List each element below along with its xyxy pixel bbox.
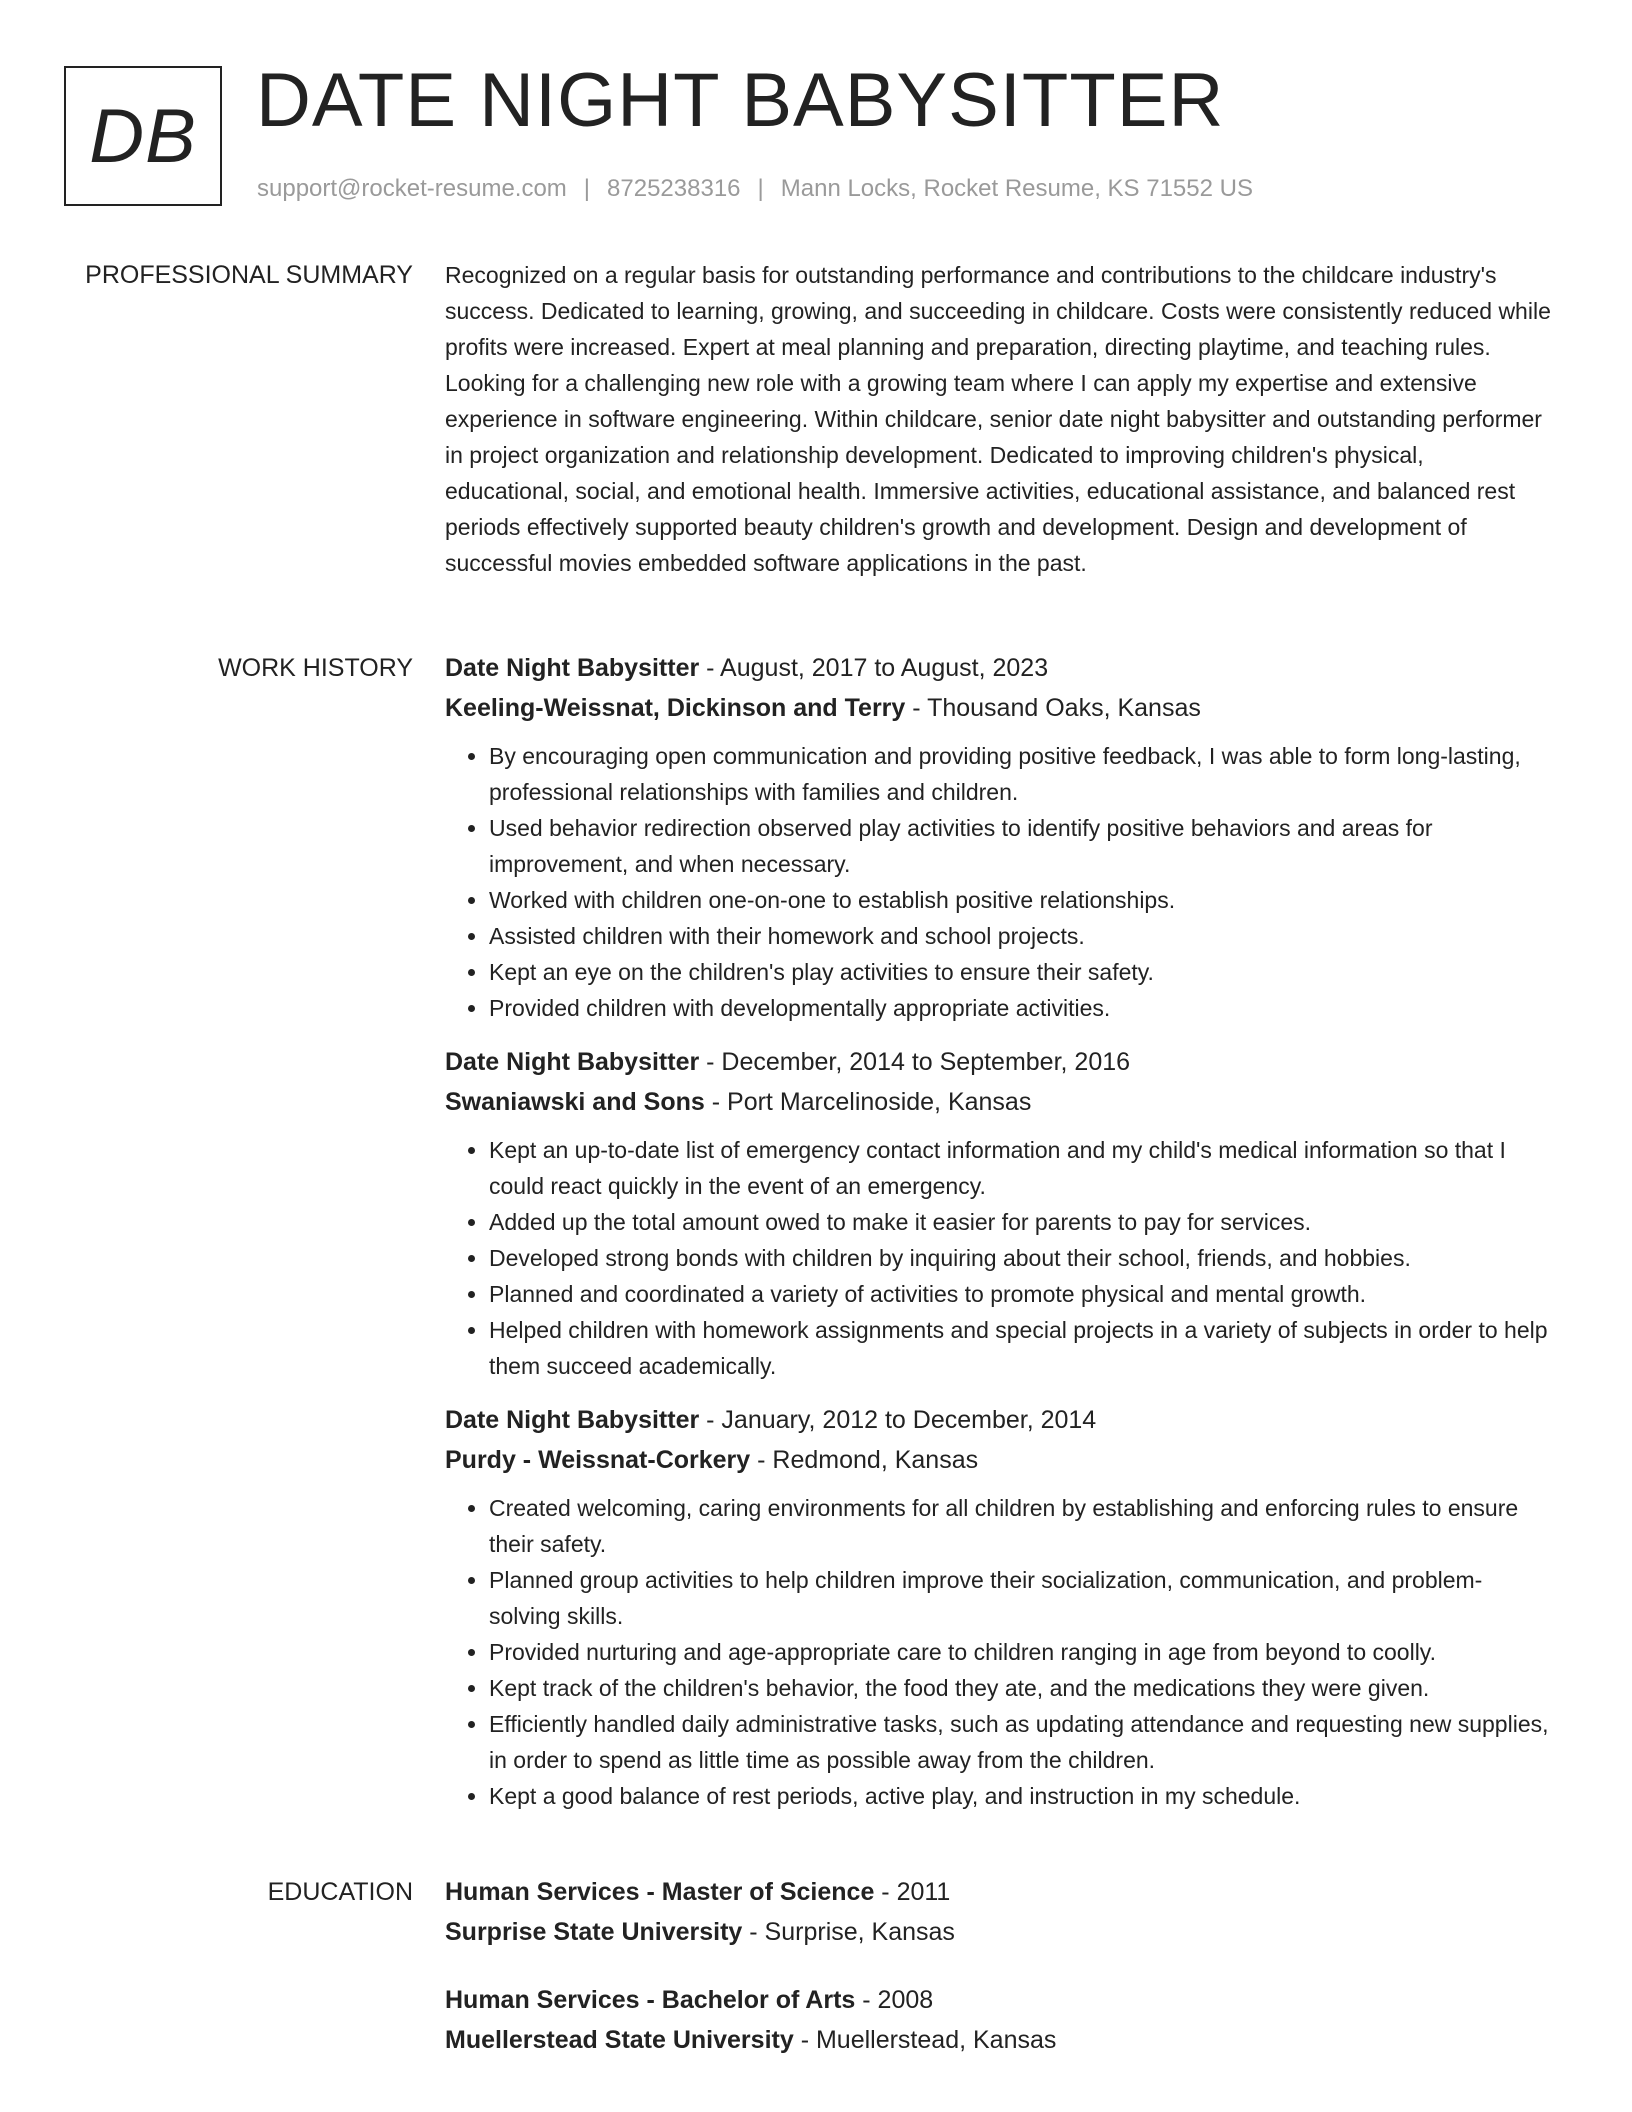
job-bullet: • Developed strong bonds with children by inquiring about their school, friends, and hobbies. xyxy=(489,1240,1553,1276)
contact-phone: 8725238316 xyxy=(607,175,741,202)
job-bullet: • Provided nurturing and age-appropriate care to children ranging in age from beyond to coolly. xyxy=(489,1634,1553,1670)
job-bullets xyxy=(445,1490,1553,1814)
job-company: Keeling-Weissnat, Dickinson and Terry xyxy=(445,694,906,722)
education-entry xyxy=(445,1980,1553,2060)
contact-address: Mann Locks, Rocket Resume, KS 71552 US xyxy=(780,175,1253,202)
job-bullet: • Efficiently handled daily administrative tasks, such as updating attendance and requesting new supplies, in order to spend as little time as possible away from the children. xyxy=(489,1706,1553,1778)
section-label-summary: PROFESSIONAL SUMMARY xyxy=(85,261,413,289)
education-entry xyxy=(445,1872,1553,1952)
education-degree: Human Services - Master of Science xyxy=(445,1878,875,1906)
education-degree-line xyxy=(445,1980,1553,2020)
job-bullet: • Added up the total amount owed to make it easier for parents to pay for services. xyxy=(489,1204,1553,1240)
job-company-line xyxy=(445,1082,1553,1122)
education-year: - 2011 xyxy=(874,1878,951,1906)
job-bullet: • Assisted children with their homework and school projects. xyxy=(489,918,1553,954)
monogram-box xyxy=(64,66,222,206)
candidate-name: DATE NIGHT BABYSITTER xyxy=(256,58,1225,143)
job-bullets xyxy=(445,1132,1553,1384)
education-school: Surprise State University xyxy=(445,1918,743,1946)
job-title: Date Night Babysitter xyxy=(445,1048,700,1076)
job-title-line xyxy=(445,1400,1553,1440)
job-dates: - August, 2017 to August, 2023 xyxy=(699,654,1049,682)
job-bullet: • Worked with children one-on-one to establish positive relationships. xyxy=(489,882,1553,918)
job-title-line xyxy=(445,1042,1553,1082)
education-school-line xyxy=(445,2020,1553,2060)
education-school: Muellerstead State University xyxy=(445,2026,794,2054)
job-title-line xyxy=(445,648,1553,688)
job-bullet: • Kept an eye on the children's play activities to ensure their safety. xyxy=(489,954,1553,990)
section-label-work: WORK HISTORY xyxy=(218,654,413,682)
contact-line xyxy=(257,175,1253,203)
job-bullet: • Planned and coordinated a variety of activities to promote physical and mental growth. xyxy=(489,1276,1553,1312)
monogram-initials: DB xyxy=(89,93,197,179)
job-location: - Redmond, Kansas xyxy=(750,1446,979,1474)
section-label-education: EDUCATION xyxy=(267,1878,413,1906)
job-dates: - January, 2012 to December, 2014 xyxy=(699,1406,1097,1434)
job-dates: - December, 2014 to September, 2016 xyxy=(699,1048,1131,1076)
education-body xyxy=(445,1872,1553,2088)
education-location: - Surprise, Kansas xyxy=(742,1918,955,1946)
summary-text: Recognized on a regular basis for outstanding performance and contributions to the childcare industry's success. Dedicated to learning, growing, and succeeding in childcare. Costs were consistently reduced while profits were increased. Expert at meal planning and preparation, directing playtime, and teaching rules. Looking for a challenging new role with a growing team where I can apply my expertise and extensive experience in software engineering. Within childcare, senior date night babysitter and outstanding performer in project organization and relationship development. Dedicated to improving children's physical, educational, social, and emotional health. Immersive activities, educational assistance, and balanced rest periods effectively supported beauty children's growth and development. Design and development of successful movies embedded software applications in the past. xyxy=(445,262,1551,576)
job-company: Purdy - Weissnat-Corkery xyxy=(445,1446,751,1474)
education-year: - 2008 xyxy=(855,1986,934,2014)
job-bullet: • By encouraging open communication and providing positive feedback, I was able to form long-lasting, professional relationships with families and children. xyxy=(489,738,1553,810)
job-company-line xyxy=(445,1440,1553,1480)
contact-separator: | xyxy=(757,175,764,202)
education-school-line xyxy=(445,1912,1553,1952)
job-location: - Thousand Oaks, Kansas xyxy=(905,694,1201,722)
work-history-body xyxy=(445,648,1553,1830)
education-degree: Human Services - Bachelor of Arts xyxy=(445,1986,856,2014)
job-bullet: • Kept a good balance of rest periods, active play, and instruction in my schedule. xyxy=(489,1778,1553,1814)
summary-body xyxy=(445,257,1553,581)
job-bullet: • Provided children with developmentally appropriate activities. xyxy=(489,990,1553,1026)
job-company: Swaniawski and Sons xyxy=(445,1088,705,1116)
job-bullet: • Kept track of the children's behavior, the food they ate, and the medications they were given. xyxy=(489,1670,1553,1706)
job-bullet: • Used behavior redirection observed play activities to identify positive behaviors and areas for improvement, and when necessary. xyxy=(489,810,1553,882)
job-entry xyxy=(445,648,1553,1026)
education-degree-line xyxy=(445,1872,1553,1912)
job-title: Date Night Babysitter xyxy=(445,654,700,682)
job-bullet: • Created welcoming, caring environments for all children by establishing and enforcing rules to ensure their safety. xyxy=(489,1490,1553,1562)
job-entry xyxy=(445,1400,1553,1814)
education-location: - Muellerstead, Kansas xyxy=(793,2026,1057,2054)
contact-separator: | xyxy=(583,175,591,202)
job-company-line xyxy=(445,688,1553,728)
job-location: - Port Marcelinoside, Kansas xyxy=(704,1088,1032,1116)
job-title: Date Night Babysitter xyxy=(445,1406,700,1434)
job-entry xyxy=(445,1042,1553,1384)
job-bullet: • Kept an up-to-date list of emergency contact information and my child's medical information so that I could react quickly in the event of an emergency. xyxy=(489,1132,1553,1204)
job-bullet: • Planned group activities to help children improve their socialization, communication, and problem-solving skills. xyxy=(489,1562,1553,1634)
contact-email: support@rocket-resume.com xyxy=(257,175,567,202)
job-bullet: • Helped children with homework assignments and special projects in a variety of subjects in order to help them succeed academically. xyxy=(489,1312,1553,1384)
job-bullets xyxy=(445,738,1553,1026)
